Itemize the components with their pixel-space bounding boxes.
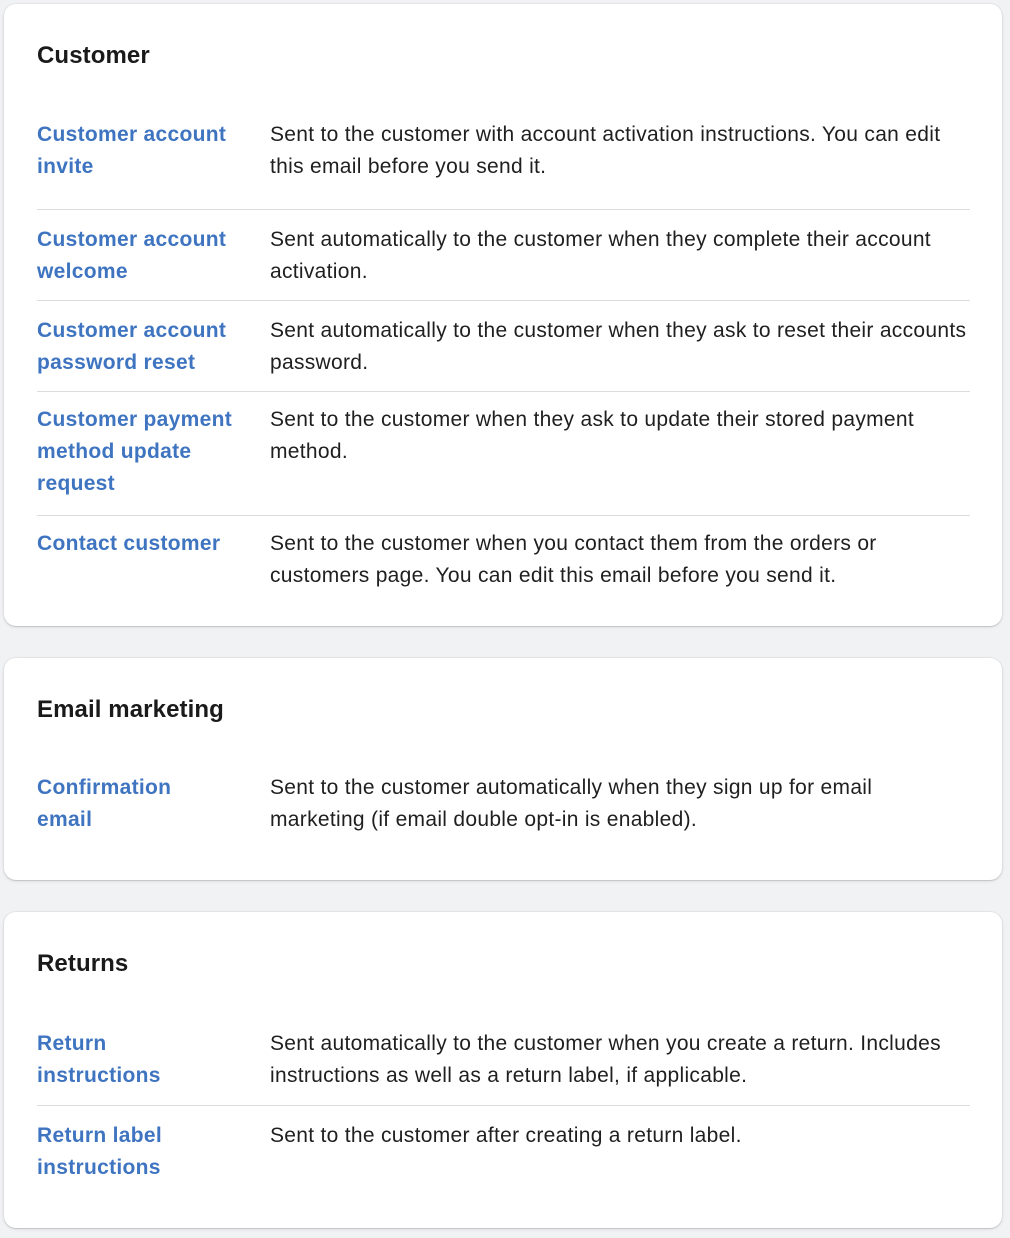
confirmation-email-description: Sent to the customer automatically when they sign up for email marketing (if email double opt-in is enabled). <box>270 776 873 831</box>
returns-section-card <box>4 912 1002 1228</box>
notification-row-return-label-instructions <box>37 1105 970 1195</box>
return-instructions-link[interactable]: Return instructions <box>37 1032 161 1087</box>
email-marketing-notification-list <box>37 772 970 852</box>
customer-notification-list <box>37 117 970 605</box>
return-label-instructions-link[interactable]: Return label instructions <box>37 1124 162 1179</box>
notification-row-return-instructions <box>37 1028 970 1105</box>
notification-row-confirmation-email <box>37 772 970 852</box>
customer-account-password-reset-description: Sent automatically to the customer when they ask to reset their accounts password. <box>270 319 967 374</box>
notification-row-customer-account-invite <box>37 117 970 209</box>
notification-row-customer-account-welcome <box>37 209 970 300</box>
notification-row-customer-payment-method-update-request <box>37 391 970 515</box>
customer-payment-method-update-request-description: Sent to the customer when they ask to update their stored payment method. <box>270 408 915 463</box>
section-title-returns: Returns <box>37 950 129 977</box>
section-title-email-marketing: Email marketing <box>37 696 224 723</box>
customer-account-welcome-description: Sent automatically to the customer when they complete their account activation. <box>270 228 931 283</box>
return-instructions-description: Sent automatically to the customer when you create a return. Includes instructions as well as a return label, if applicable. <box>270 1032 941 1087</box>
notification-row-contact-customer <box>37 515 970 605</box>
customer-section-card <box>4 4 1002 626</box>
confirmation-email-link[interactable]: Confirmation email <box>37 776 172 831</box>
customer-account-welcome-link[interactable]: Customer account welcome <box>37 228 227 283</box>
contact-customer-description: Sent to the customer when you contact them from the orders or customers page. You can edit this email before you send it. <box>270 532 877 587</box>
returns-notification-list <box>37 1028 970 1195</box>
section-title-customer: Customer <box>37 42 150 69</box>
customer-payment-method-update-request-link[interactable]: Customer payment method update request <box>37 408 233 495</box>
customer-account-invite-link[interactable]: Customer account invite <box>37 123 227 178</box>
customer-account-invite-description: Sent to the customer with account activation instructions. You can edit this email before you send it. <box>270 123 941 178</box>
notification-row-customer-account-password-reset <box>37 300 970 391</box>
return-label-instructions-description: Sent to the customer after creating a return label. <box>270 1124 742 1147</box>
customer-account-password-reset-link[interactable]: Customer account password reset <box>37 319 227 374</box>
contact-customer-link[interactable]: Contact customer <box>37 532 221 555</box>
email-marketing-section-card <box>4 658 1002 880</box>
